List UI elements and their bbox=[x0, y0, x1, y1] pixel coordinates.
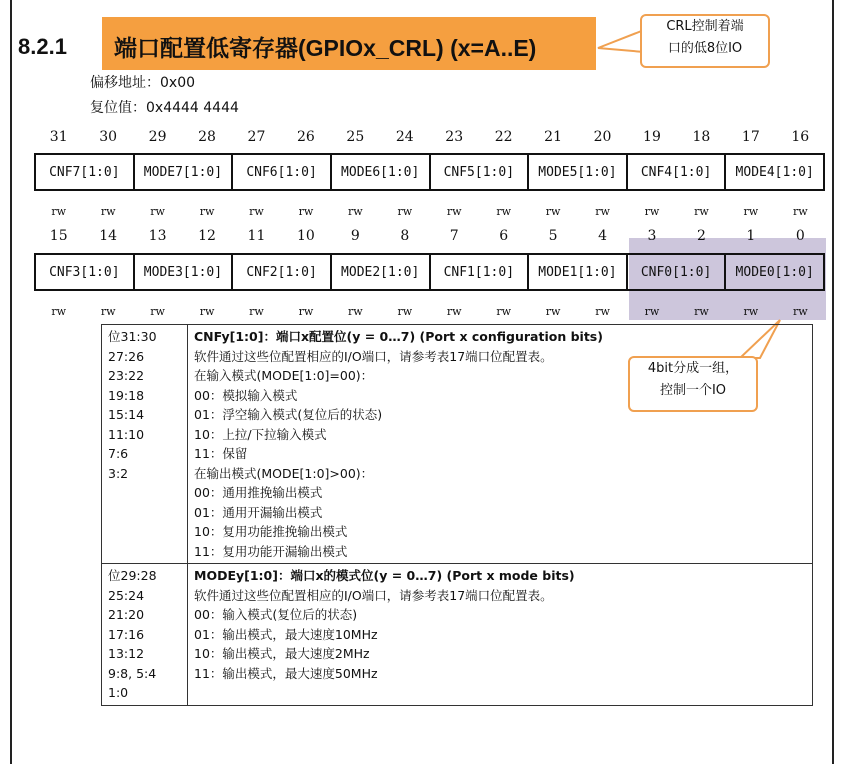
register-field: CNF6[1:0] bbox=[233, 155, 332, 189]
register-field: CNF2[1:0] bbox=[233, 255, 332, 289]
description-line: 10：上拉/下拉输入模式 bbox=[194, 426, 327, 442]
description-line: 11：复用功能开漏输出模式 bbox=[194, 543, 348, 559]
callout-top bbox=[640, 14, 770, 68]
callout-top-line-2: 口的低8位IO bbox=[667, 41, 743, 56]
bit-number: 31 bbox=[49, 129, 68, 145]
register-field: CNF4[1:0] bbox=[628, 155, 727, 189]
bit-number: 24 bbox=[395, 129, 414, 145]
callout-bottom-line-2: 控制一个IO bbox=[659, 383, 727, 398]
register-field: CNF7[1:0] bbox=[36, 155, 135, 189]
field-heading: CNFy[1:0]：端口x配置位(y = 0…7) (Port x configuration bits) bbox=[194, 329, 603, 344]
bit-number: 12 bbox=[198, 228, 216, 244]
bit-number: 6 bbox=[499, 228, 509, 244]
register-field: CNF1[1:0] bbox=[431, 255, 530, 289]
access-label: rw bbox=[743, 305, 759, 318]
bit-range: 11:10 bbox=[108, 426, 145, 442]
section-number: 8.2.1 bbox=[18, 34, 67, 59]
bit-description-table bbox=[101, 324, 813, 706]
bit-range: 3:2 bbox=[108, 465, 129, 481]
access-label: rw bbox=[397, 205, 413, 218]
bit-number: 30 bbox=[99, 129, 118, 145]
callout-top-line-1: CRL控制着端 bbox=[666, 19, 744, 34]
register-field: MODE0[1:0] bbox=[735, 264, 814, 280]
access-label: rw bbox=[694, 305, 709, 318]
register-field: MODE5[1:0] bbox=[529, 155, 628, 189]
access-label: rw bbox=[348, 205, 363, 218]
register-row bbox=[34, 153, 825, 191]
bit-number: 5 bbox=[548, 228, 558, 244]
bit-range: 9:8, 5:4 bbox=[108, 665, 157, 681]
bit-number: 16 bbox=[791, 129, 810, 145]
bit-number: 21 bbox=[544, 129, 562, 145]
bit-range: 位29:28 bbox=[108, 568, 157, 583]
table-row bbox=[102, 564, 813, 706]
description-line: 软件通过这些位配置相应的I/O端口，请参考表17端口位配置表。 bbox=[194, 587, 553, 603]
bit-number: 0 bbox=[795, 228, 805, 244]
access-label: rw bbox=[100, 205, 116, 218]
bit-number: 11 bbox=[247, 228, 266, 244]
access-label: rw bbox=[694, 205, 709, 218]
callout-pointer-top bbox=[596, 22, 646, 62]
description-line: 10：输出模式，最大速度2MHz bbox=[194, 646, 370, 661]
table-row bbox=[102, 325, 813, 564]
access-label: rw bbox=[743, 205, 759, 218]
access-label: rw bbox=[199, 205, 215, 218]
bit-number: 7 bbox=[449, 228, 459, 244]
bit-range: 19:18 bbox=[108, 387, 145, 403]
access-label: rw bbox=[249, 305, 264, 318]
access-label: rw bbox=[644, 205, 660, 218]
register-field: MODE4[1:0] bbox=[735, 164, 814, 180]
register-field: CNF3[1:0] bbox=[36, 255, 135, 289]
offset-address: 偏移地址：0x00 bbox=[90, 75, 196, 91]
bit-range-cell bbox=[102, 564, 188, 706]
access-label: rw bbox=[51, 305, 67, 318]
description-line: 在输入模式(MODE[1:0]=00)： bbox=[194, 368, 374, 383]
access-label: rw bbox=[792, 305, 808, 318]
bit-number: 27 bbox=[247, 129, 266, 145]
bit-number: 20 bbox=[593, 129, 612, 145]
access-label: rw bbox=[644, 305, 660, 318]
page-border-left bbox=[10, 0, 12, 764]
bit-number: 8 bbox=[400, 228, 410, 244]
register-field: MODE3[1:0] bbox=[135, 255, 234, 289]
access-label: rw bbox=[51, 205, 67, 218]
access-label: rw bbox=[496, 205, 511, 218]
description-line: 00：输入模式(复位后的状态) bbox=[194, 607, 358, 622]
bit-number: 15 bbox=[49, 228, 68, 244]
register-field: MODE1[1:0] bbox=[529, 255, 628, 289]
access-label: rw bbox=[496, 305, 511, 318]
description-line: 00：通用推挽输出模式 bbox=[194, 485, 323, 500]
bit-range: 15:14 bbox=[108, 407, 145, 422]
access-label: rw bbox=[100, 305, 116, 318]
access-label: rw bbox=[199, 305, 215, 318]
access-label: rw bbox=[595, 205, 610, 218]
bit-range: 1:0 bbox=[108, 685, 129, 700]
bit-range: 位31:30 bbox=[108, 329, 157, 344]
bit-number: 9 bbox=[350, 228, 360, 244]
description-line: 11：输出模式，最大速度50MHz bbox=[194, 665, 378, 681]
register-field: CNF0[1:0] bbox=[628, 255, 727, 289]
reset-value: 复位值：0x4444 4444 bbox=[90, 100, 239, 116]
section-title: 端口配置低寄存器(GPIOx_CRL) (x=A..E) bbox=[114, 35, 537, 61]
description-cell bbox=[188, 564, 813, 706]
access-label: rw bbox=[792, 205, 808, 218]
bit-number: 25 bbox=[346, 129, 365, 145]
register-field: MODE6[1:0] bbox=[332, 155, 431, 189]
bit-number: 13 bbox=[148, 228, 167, 244]
register-field: MODE7[1:0] bbox=[135, 155, 234, 189]
bit-range: 7:6 bbox=[108, 446, 129, 461]
bit-number: 17 bbox=[741, 129, 760, 145]
bit-number: 3 bbox=[647, 228, 657, 244]
bit-number: 4 bbox=[598, 228, 607, 244]
access-label: rw bbox=[298, 305, 314, 318]
description-line: 在输出模式(MODE[1:0]>00)： bbox=[194, 465, 374, 481]
description-line: 01：输出模式，最大速度10MHz bbox=[194, 626, 378, 642]
access-label: rw bbox=[150, 205, 165, 218]
register-field: CNF5[1:0] bbox=[431, 155, 530, 189]
bit-number: 10 bbox=[296, 228, 315, 244]
bit-range-cell bbox=[102, 325, 188, 564]
bit-number: 26 bbox=[296, 129, 315, 145]
description-line: 00：模拟输入模式 bbox=[194, 387, 298, 403]
bit-range: 17:16 bbox=[108, 626, 145, 642]
bit-range: 25:24 bbox=[108, 587, 145, 603]
bit-range: 21:20 bbox=[108, 607, 145, 622]
description-line: 11：保留 bbox=[194, 446, 248, 461]
bit-number: 18 bbox=[692, 129, 711, 145]
bit-range: 13:12 bbox=[108, 646, 145, 661]
description-cell bbox=[188, 325, 813, 564]
bit-number: 1 bbox=[746, 228, 756, 244]
access-label: rw bbox=[298, 205, 314, 218]
access-label: rw bbox=[595, 305, 610, 318]
callout-bottom-line-1: 4bit分成一组， bbox=[647, 361, 739, 376]
bit-number: 28 bbox=[198, 129, 216, 145]
register-row bbox=[34, 253, 825, 291]
bit-number: 2 bbox=[696, 228, 706, 244]
description-line: 01：浮空输入模式(复位后的状态) bbox=[194, 407, 383, 422]
page-border-right bbox=[832, 0, 834, 764]
access-label: rw bbox=[446, 205, 462, 218]
access-label: rw bbox=[249, 205, 264, 218]
description-line: 10：复用功能推挽输出模式 bbox=[194, 524, 348, 539]
bit-number: 14 bbox=[99, 228, 118, 244]
access-label: rw bbox=[150, 305, 165, 318]
field-heading: MODEy[1:0]：端口x的模式位(y = 0…7) (Port x mode bits) bbox=[194, 568, 575, 583]
bit-number: 29 bbox=[148, 129, 167, 145]
access-label: rw bbox=[348, 305, 363, 318]
access-label: rw bbox=[446, 305, 462, 318]
bit-range: 23:22 bbox=[108, 368, 145, 383]
access-label: rw bbox=[545, 305, 561, 318]
description-line: 01：通用开漏输出模式 bbox=[194, 504, 323, 520]
bit-number: 19 bbox=[643, 129, 661, 145]
register-field: MODE2[1:0] bbox=[332, 255, 431, 289]
description-line: 软件通过这些位配置相应的I/O端口，请参考表17端口位配置表。 bbox=[194, 348, 553, 364]
bit-range: 27:26 bbox=[108, 348, 145, 364]
bit-number: 23 bbox=[445, 129, 464, 145]
access-label: rw bbox=[397, 305, 413, 318]
bit-number: 22 bbox=[494, 129, 513, 145]
access-label: rw bbox=[545, 205, 561, 218]
